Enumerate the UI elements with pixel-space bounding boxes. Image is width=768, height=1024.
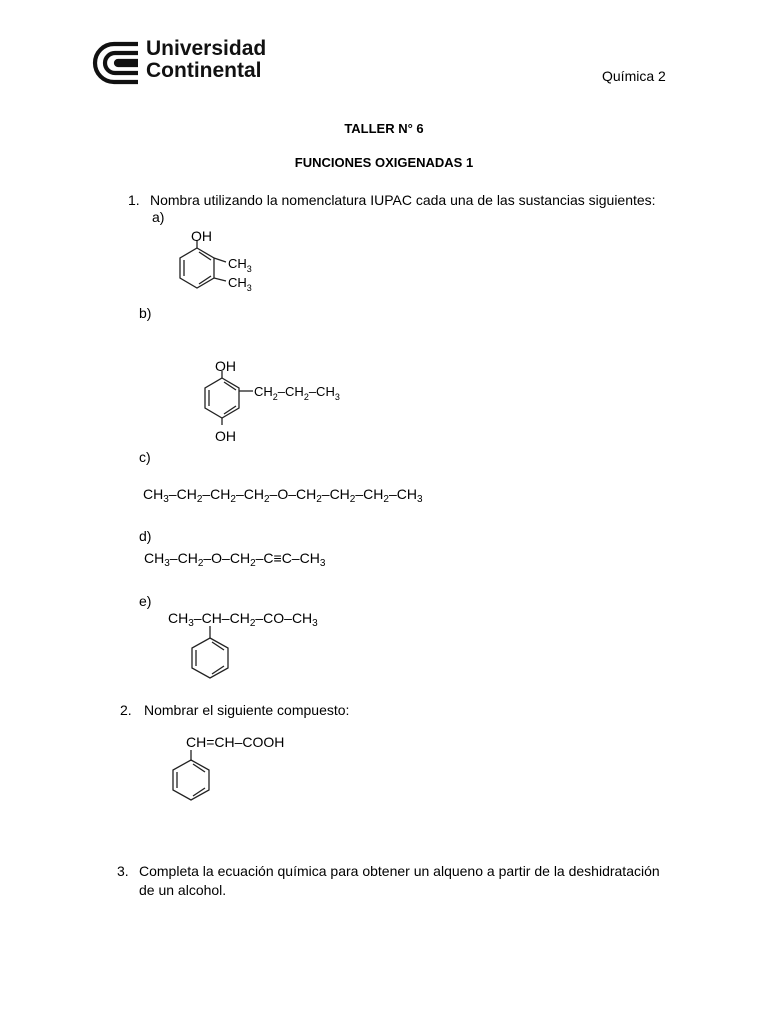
course-name: Química 2 [602, 68, 666, 84]
topic-title: FUNCIONES OXIGENADAS 1 [294, 155, 474, 170]
group-ch3-upper: $CH_3$ [228, 256, 252, 274]
structure-a [170, 225, 280, 300]
structure-2-benzene [166, 750, 226, 806]
formula-d: $CH_3-CH_2-O-CH_2-C\equiv C-CH_3$ [144, 550, 326, 569]
question-1-text: Nombra utilizando la nomenclatura IUPAC cada una de las sustancias siguientes: [150, 192, 656, 208]
question-2-text: Nombrar el siguiente compuesto: [144, 702, 350, 718]
structure-b [195, 355, 375, 450]
logo-line-2: Continental [146, 59, 262, 82]
group-oh: OH [191, 228, 212, 244]
university-logo-icon [92, 40, 142, 86]
formula-2: CH=CH–COOH [186, 734, 285, 750]
group-oh-top: OH [215, 358, 236, 374]
item-e-label: e) [139, 593, 152, 609]
group-ch3-lower: $CH_3$ [228, 275, 252, 293]
formula-e: $CH_3-CH-CH_2-CO-CH_3$ [168, 610, 318, 629]
item-c-label: c) [139, 449, 151, 465]
workshop-title: TALLER N° 6 [344, 121, 424, 136]
group-oh-bottom: OH [215, 428, 236, 444]
question-3-text-line2: de un alcohol. [139, 882, 227, 898]
item-a-label: a) [152, 209, 165, 225]
formula-c: $CH_3-CH_2-CH_2-CH_2-O-CH_2-CH_2-CH_2-CH_3$ [143, 486, 423, 505]
item-b-label: b) [139, 305, 152, 321]
question-2-number: 2. [120, 702, 132, 718]
question-3-number: 3. [117, 863, 129, 879]
logo-line-1: Universidad [146, 37, 267, 60]
structure-e-benzene [183, 626, 243, 682]
group-propyl: $CH_2-CH_2-CH_3$ [254, 384, 340, 402]
question-3-text-line1: Completa la ecuación química para obtener un alqueno a partir de la deshidratación [139, 863, 660, 879]
question-1-number: 1. [128, 192, 140, 208]
item-d-label: d) [139, 528, 152, 544]
university-name [146, 38, 266, 82]
